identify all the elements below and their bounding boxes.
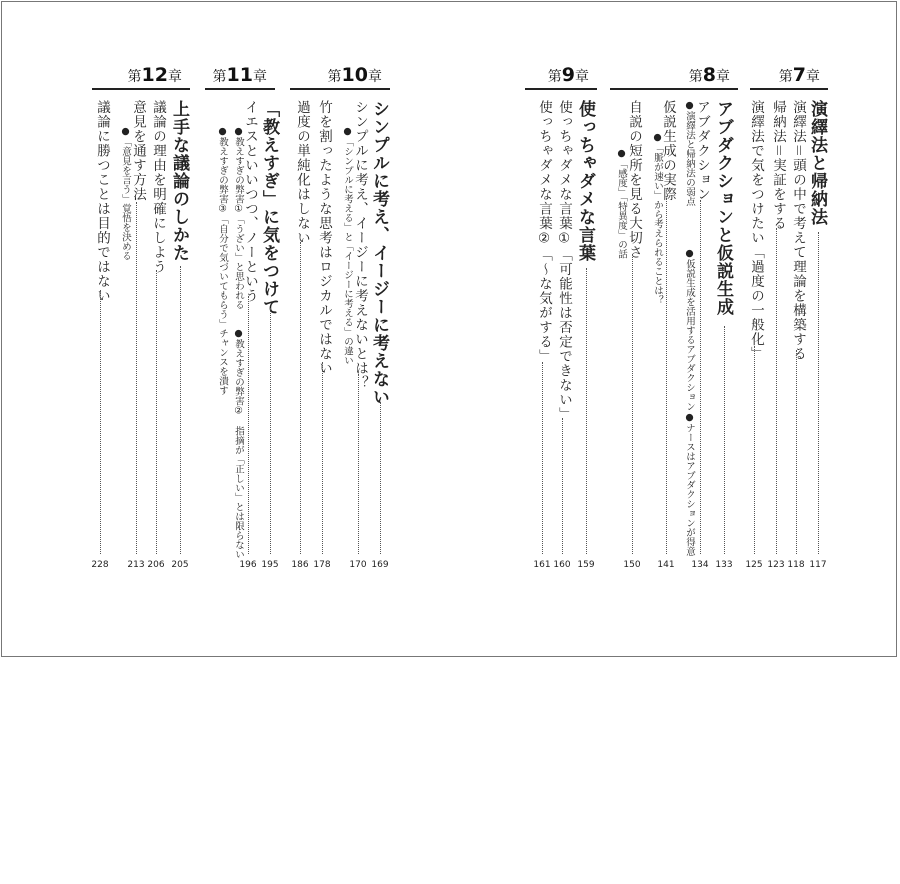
entry-title: 使っちゃダメな言葉 bbox=[575, 100, 595, 262]
chapter-8-header bbox=[610, 66, 738, 90]
leader-dots bbox=[724, 326, 725, 554]
toc-entry[interactable] bbox=[712, 100, 736, 572]
entry-title: 演繹法で気をつけたい「過度の一般化」 bbox=[748, 100, 764, 361]
page-number: 186 bbox=[291, 560, 309, 570]
subentry-text: ●「感度」「特異度」の話 bbox=[616, 148, 627, 259]
page-number: 205 bbox=[171, 560, 189, 570]
toc-entry[interactable] bbox=[310, 100, 334, 572]
chapter-7-header bbox=[750, 66, 828, 90]
page-number: 150 bbox=[623, 560, 641, 570]
entry-title: 帰納法＝実証をする bbox=[770, 100, 786, 231]
entry-title: 仮説生成の実際 bbox=[660, 100, 676, 202]
entry-title: 議論の理由を明確にしよう bbox=[150, 100, 166, 274]
chapter-9-header bbox=[525, 66, 597, 90]
leader-dots bbox=[796, 350, 797, 554]
entry-title: アブダクションと仮説生成 bbox=[713, 100, 733, 316]
page-number: 195 bbox=[261, 560, 279, 570]
page-number: 169 bbox=[371, 560, 389, 570]
entry-title: 「教えすぎ」に気をつけて bbox=[259, 100, 279, 316]
subentry-text: ●ナースはアブダクションが得意 bbox=[684, 412, 695, 556]
chapter-9-label: 第9章 bbox=[547, 64, 589, 86]
subentry-text: ●教えすぎの弊害② 指摘が「正しい」とは限らない bbox=[233, 328, 244, 559]
toc-entry[interactable] bbox=[88, 100, 112, 572]
leader-dots bbox=[632, 254, 633, 554]
chapter-11-label: 第11章 bbox=[212, 64, 267, 86]
leader-dots bbox=[818, 232, 819, 554]
leader-dots bbox=[754, 346, 755, 554]
page-number: 117 bbox=[809, 560, 827, 570]
subentry-text: ●「脈が速い」から考えられることは？ bbox=[652, 132, 663, 305]
leader-dots bbox=[156, 270, 157, 554]
chapter-10-header bbox=[290, 66, 390, 90]
leader-dots bbox=[248, 296, 249, 554]
leader-dots bbox=[180, 266, 181, 554]
entry-title: 演繹法と帰納法 bbox=[807, 100, 827, 226]
chapter-8-label: 第8章 bbox=[688, 64, 730, 86]
leader-dots bbox=[700, 200, 701, 554]
subentry-text: ●仮説生成を活用するアブダクション bbox=[684, 248, 695, 411]
page-number: 213 bbox=[127, 560, 145, 570]
entry-title: 議論に勝つことは目的ではない bbox=[94, 100, 110, 303]
subentry-text: ●「意見を言う」覚悟を決める bbox=[120, 126, 131, 261]
page-number: 206 bbox=[147, 560, 165, 570]
page-number: 133 bbox=[715, 560, 733, 570]
page-number: 196 bbox=[239, 560, 257, 570]
toc-entry[interactable] bbox=[288, 100, 312, 572]
entry-title: アブダクション bbox=[694, 100, 710, 202]
toc-entry[interactable] bbox=[258, 100, 282, 572]
toc-entry[interactable] bbox=[574, 100, 598, 572]
chapter-12-label: 第12章 bbox=[127, 64, 182, 86]
entry-title: 竹を割ったような思考はロジカルではない bbox=[316, 100, 332, 376]
page-number: 134 bbox=[691, 560, 709, 570]
entry-title: 自説の短所を見る大切さ bbox=[626, 100, 642, 260]
page-number: 141 bbox=[657, 560, 675, 570]
page-number: 178 bbox=[313, 560, 331, 570]
page-number: 123 bbox=[767, 560, 785, 570]
toc-entry[interactable] bbox=[530, 100, 554, 572]
leader-dots bbox=[136, 202, 137, 554]
leader-dots bbox=[666, 198, 667, 554]
chapter-12-header bbox=[92, 66, 190, 90]
leader-dots bbox=[776, 228, 777, 554]
leader-dots bbox=[270, 308, 271, 554]
leader-dots bbox=[542, 362, 543, 554]
leader-dots bbox=[586, 268, 587, 554]
subentry-text: ●「シンプルに考える」と「イージーに考える」の違い bbox=[342, 126, 353, 365]
subentry-text: ●教えすぎの弊害③「自分で気づいてもらう」チャンスを潰す bbox=[217, 126, 228, 395]
toc-entry[interactable] bbox=[764, 100, 788, 572]
page-number: 161 bbox=[533, 560, 551, 570]
entry-title: 演繹法＝頭の中で考えて理論を構築する bbox=[790, 100, 806, 361]
subentry-text: ●教えすぎの弊害①「うざい」と思われる bbox=[233, 126, 244, 310]
page-number: 118 bbox=[787, 560, 805, 570]
entry-title: 使っちゃダメな言葉②「〜な気がする」 bbox=[536, 100, 552, 364]
toc-entry[interactable] bbox=[806, 100, 830, 572]
page-number: 159 bbox=[577, 560, 595, 570]
leader-dots bbox=[300, 242, 301, 554]
leader-dots bbox=[562, 418, 563, 554]
toc-entry[interactable] bbox=[742, 100, 766, 572]
page-number: 228 bbox=[91, 560, 109, 570]
toc-subentry bbox=[604, 148, 628, 620]
leader-dots bbox=[322, 362, 323, 554]
toc-entry[interactable] bbox=[368, 100, 392, 572]
page-number: 160 bbox=[553, 560, 571, 570]
chapter-7-label: 第7章 bbox=[778, 64, 820, 86]
leader-dots bbox=[358, 374, 359, 554]
chapter-10-label: 第10章 bbox=[327, 64, 382, 86]
entry-title: 過度の単純化はしない bbox=[294, 100, 310, 245]
leader-dots bbox=[100, 290, 101, 554]
subentry-text: ●演繹法と帰納法の弱点 bbox=[684, 100, 695, 206]
entry-title: 使っちゃダメな言葉①「可能性は否定できない」 bbox=[556, 100, 572, 422]
page-number: 125 bbox=[745, 560, 763, 570]
chapter-11-header bbox=[205, 66, 275, 90]
leader-dots bbox=[380, 402, 381, 554]
entry-title: イエスといいつつ、ノーという bbox=[242, 100, 258, 303]
toc-subentry bbox=[205, 126, 229, 598]
page-number: 170 bbox=[349, 560, 367, 570]
entry-title: シンプルに考え、イージーに考えないとは？ bbox=[352, 100, 368, 390]
toc-entry[interactable] bbox=[168, 100, 192, 572]
entry-title: シンプルに考え、イージーに考えない bbox=[369, 100, 389, 406]
entry-title: 上手な議論のしかた bbox=[169, 100, 189, 262]
entry-title: 意見を通す方法 bbox=[130, 100, 146, 202]
